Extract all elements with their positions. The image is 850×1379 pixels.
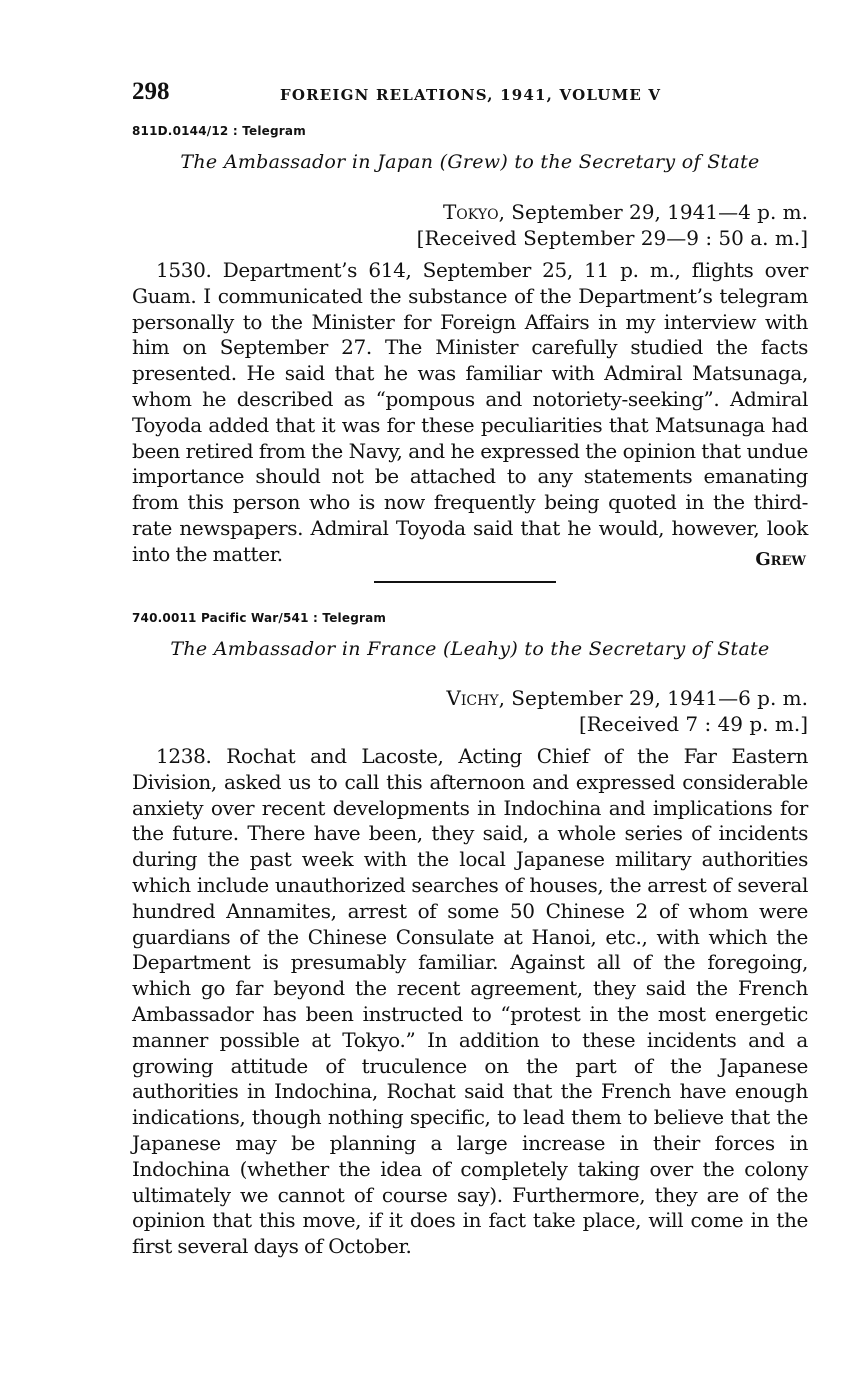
dateline-1 — [132, 200, 808, 225]
document-title-1: The Ambassador in Japan (Grew) to the Secretary of State — [180, 151, 760, 173]
telegram-body-text-1: 1530. Department’s 614, September 25, 11 p. m., flights over Guam. I communicated the substance of the Department’s telegram personally to the Minister for Foreign Affairs in my interview with him on September 27. The Minister carefully studied the facts presented. He said that he was familiar with Admiral Matsunaga, whom he described as “pompous and notoriety-seeking”. Admiral Toyoda added that it was for these peculiarities that Matsunaga had been retired from the Navy, and he expressed the opinion that undue importance should not be attached to any statements emanating from this person who is now frequently being quoted in the third-rate newspapers. Admiral Toyoda said that he would, however, look into the matter. — [132, 258, 808, 566]
dateline-date: , September 29, 1941—6 p. m. — [498, 686, 808, 710]
received-line-2: [Received 7 : 49 p. m.] — [578, 712, 808, 736]
file-reference-1: 811D.0144/12 : Telegram — [132, 124, 306, 138]
running-head — [132, 78, 808, 108]
dateline-date: , September 29, 1941—4 p. m. — [498, 200, 808, 224]
running-title: FOREIGN RELATIONS, 1941, VOLUME V — [280, 86, 662, 104]
file-reference-2: 740.0011 Pacific War/541 : Telegram — [132, 611, 387, 625]
section-divider — [374, 581, 556, 583]
document-title-2: The Ambassador in France (Leahy) to the Secretary of State — [170, 638, 770, 660]
dateline-2 — [132, 686, 808, 711]
telegram-body-1 — [132, 258, 808, 568]
received-line-1: [Received September 29—9 : 50 a. m.] — [416, 226, 808, 250]
signature: Grew — [755, 549, 806, 570]
dateline-place: Tokyo — [442, 200, 499, 224]
dateline-place: Vichy — [446, 686, 499, 710]
telegram-body-text-2: 1238. Rochat and Lacoste, Acting Chief of the Far Eastern Division, asked us to call this afternoon and expressed considerable anxiety over recent developments in Indochina and implications for the future. There have been, they said, a whole series of incidents during the past week with the local Japanese military authorities which include unauthorized searches of houses, the arrest of several hundred Annamites, arrest of some 50 Chinese 2 of whom were guardians of the Chinese Consulate at Hanoi, etc., with which the Department is presumably familiar. Against all of the foregoing, which go far beyond the recent agreement, they said the French Ambassador has been instructed to “protest in the most energetic manner possible at Tokyo.” In addition to these incidents and a growing attitude of truculence on the part of the Japanese authorities in Indochina, Rochat said that the French have enough indications, though nothing specific, to lead them to believe that the Japanese may be planning a large increase in their forces in Indochina (whether the idea of completely taking over the colony ultimately we cannot of course say). Furthermore, they are of the opinion that this move, if it does in fact take place, will come in the first several days of October. — [132, 744, 808, 1259]
telegram-body-2 — [132, 744, 808, 1260]
page-number: 298 — [132, 78, 170, 105]
